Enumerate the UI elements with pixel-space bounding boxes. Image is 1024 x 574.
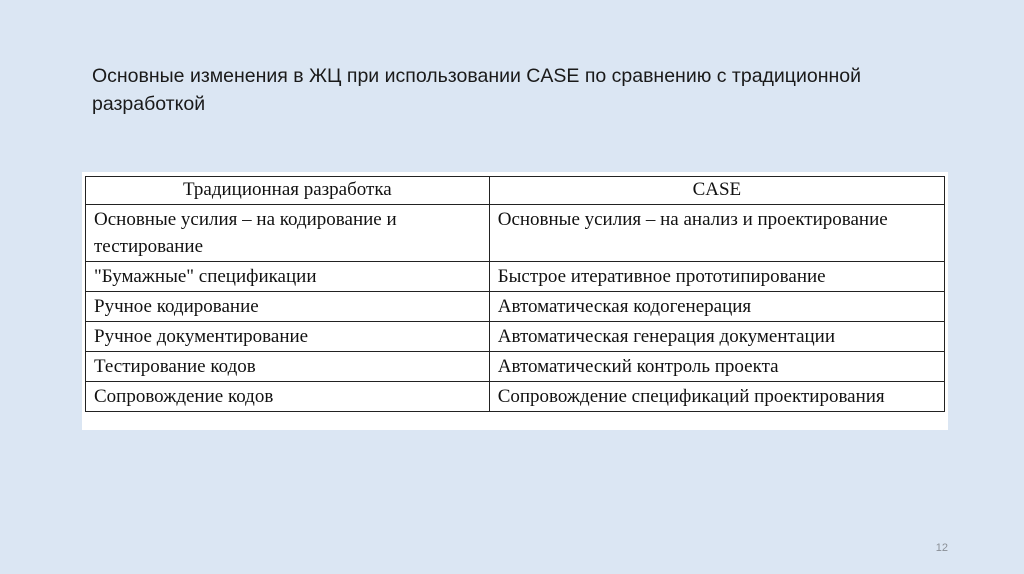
table-cell: Ручное кодирование: [86, 292, 490, 322]
table-cell: Сопровождение кодов: [86, 382, 490, 412]
table-cell: "Бумажные" спецификации: [86, 262, 490, 292]
column-header-traditional: Традиционная разработка: [86, 177, 490, 205]
column-header-case: CASE: [489, 177, 944, 205]
slide-title: Основные изменения в ЖЦ при использовании CASE по сравнению с традиционной разработкой: [92, 65, 861, 115]
table-cell: Основные усилия – на анализ и проектирование: [489, 205, 944, 262]
table-cell: Основные усилия – на кодирование и тестирование: [86, 205, 490, 262]
table-cell: Сопровождение спецификаций проектирования: [489, 382, 944, 412]
table-row: [86, 262, 945, 292]
table-row: [86, 352, 945, 382]
comparison-table: [85, 176, 945, 412]
table-header-row: [86, 177, 945, 205]
table-cell: Автоматическая генерация документации: [489, 322, 944, 352]
table-cell: Ручное документирование: [86, 322, 490, 352]
table-row: [86, 322, 945, 352]
page-number: 12: [935, 542, 948, 554]
table-cell: Быстрое итеративное прототипирование: [489, 262, 944, 292]
table-row: [86, 205, 945, 262]
table-row: [86, 292, 945, 322]
comparison-table-container: [82, 172, 948, 430]
table-cell: Автоматическая кодогенерация: [489, 292, 944, 322]
table-row: [86, 382, 945, 412]
table-cell: Тестирование кодов: [86, 352, 490, 382]
table-cell: Автоматический контроль проекта: [489, 352, 944, 382]
